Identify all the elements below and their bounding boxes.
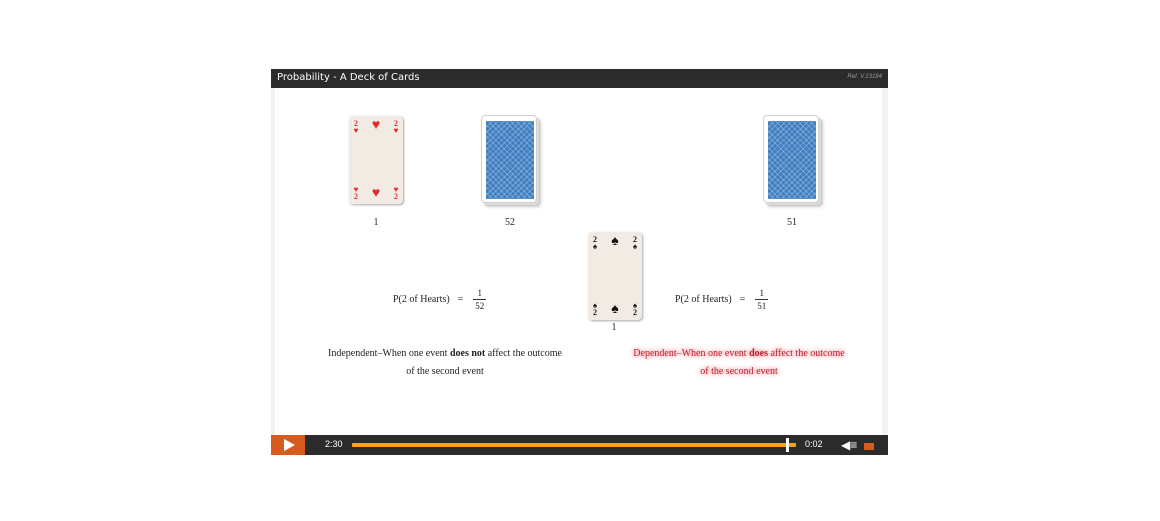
formula-dependent	[675, 288, 768, 311]
fraction-denominator: 51	[757, 301, 767, 311]
spade-icon: ♠	[632, 301, 638, 310]
play-button[interactable]	[271, 435, 305, 455]
description-line-1	[305, 345, 585, 363]
heart-icon: ♥	[353, 185, 359, 194]
description-line-1	[599, 345, 879, 363]
formula-label: P(2 of Hearts)	[393, 294, 450, 305]
description-suffix: affect the outcome	[770, 348, 845, 359]
count-deck-initial: 52	[505, 217, 515, 228]
card-back-pattern	[768, 121, 816, 199]
card-back	[481, 115, 537, 203]
card-corner-rank: 2	[593, 235, 597, 244]
formula-fraction	[755, 288, 768, 311]
card-back-pattern	[486, 121, 534, 199]
heart-icon: ♥	[371, 186, 381, 201]
heart-icon: ♥	[393, 126, 399, 135]
formula-independent	[393, 288, 486, 311]
title-bar	[271, 69, 888, 88]
card-deck-full	[481, 115, 541, 207]
reference-code: Ref. V.13184	[847, 74, 882, 80]
description-line-2: of the second event	[406, 366, 484, 377]
playback-controls	[271, 435, 888, 455]
elapsed-time: 2:30	[325, 439, 343, 449]
heart-icon: ♥	[371, 118, 381, 133]
video-frame	[275, 88, 882, 435]
count-drawn-hearts: 1	[373, 217, 379, 228]
card-corner-rank: 2	[394, 192, 398, 201]
description-emphasis: does	[749, 348, 768, 359]
formula-label: P(2 of Hearts)	[675, 294, 732, 305]
video-title: Probability - A Deck of Cards	[277, 72, 420, 83]
card-back	[763, 115, 819, 203]
card-corner-rank: 2	[593, 308, 597, 317]
card-deck-remaining	[763, 115, 823, 207]
volume-icon: ◀≡	[841, 438, 858, 452]
captions-icon[interactable]	[864, 443, 874, 450]
spade-icon: ♠	[611, 234, 619, 249]
card-corner-rank: 2	[394, 119, 398, 128]
description-prefix: Independent–When one event	[328, 348, 448, 359]
card-corner-rank: 2	[354, 119, 358, 128]
spade-icon: ♠	[632, 242, 638, 251]
remaining-time: 0:02	[805, 439, 823, 449]
heart-icon: ♥	[353, 126, 359, 135]
seek-handle[interactable]	[786, 438, 789, 452]
fraction-numerator: 1	[477, 288, 483, 298]
count-drawn-spades: 1	[611, 322, 617, 333]
card-corner-rank: 2	[633, 308, 637, 317]
count-deck-remaining: 51	[787, 217, 797, 228]
card-two-of-spades	[588, 232, 642, 320]
formula-equals: =	[457, 294, 464, 305]
description-line-2: of the second event	[700, 366, 778, 377]
formula-equals: =	[739, 294, 746, 305]
description-emphasis: does not	[449, 348, 486, 359]
volume-button[interactable]	[841, 438, 861, 452]
card-two-of-hearts	[349, 116, 403, 204]
fraction-numerator: 1	[759, 288, 765, 298]
description-suffix: affect the outcome	[487, 348, 562, 359]
video-player	[271, 69, 888, 455]
fraction-denominator: 52	[475, 301, 485, 311]
description-prefix: Dependent–When one event	[633, 348, 747, 359]
spade-icon: ♠	[611, 302, 619, 317]
heart-icon: ♥	[393, 185, 399, 194]
formula-fraction	[473, 288, 486, 311]
spade-icon: ♠	[592, 242, 598, 251]
seek-bar[interactable]	[352, 443, 796, 447]
spade-icon: ♠	[592, 301, 598, 310]
card-corner-rank: 2	[354, 192, 358, 201]
card-corner-rank: 2	[633, 235, 637, 244]
play-icon	[284, 439, 295, 451]
description-dependent	[599, 345, 879, 381]
description-independent	[305, 345, 585, 381]
